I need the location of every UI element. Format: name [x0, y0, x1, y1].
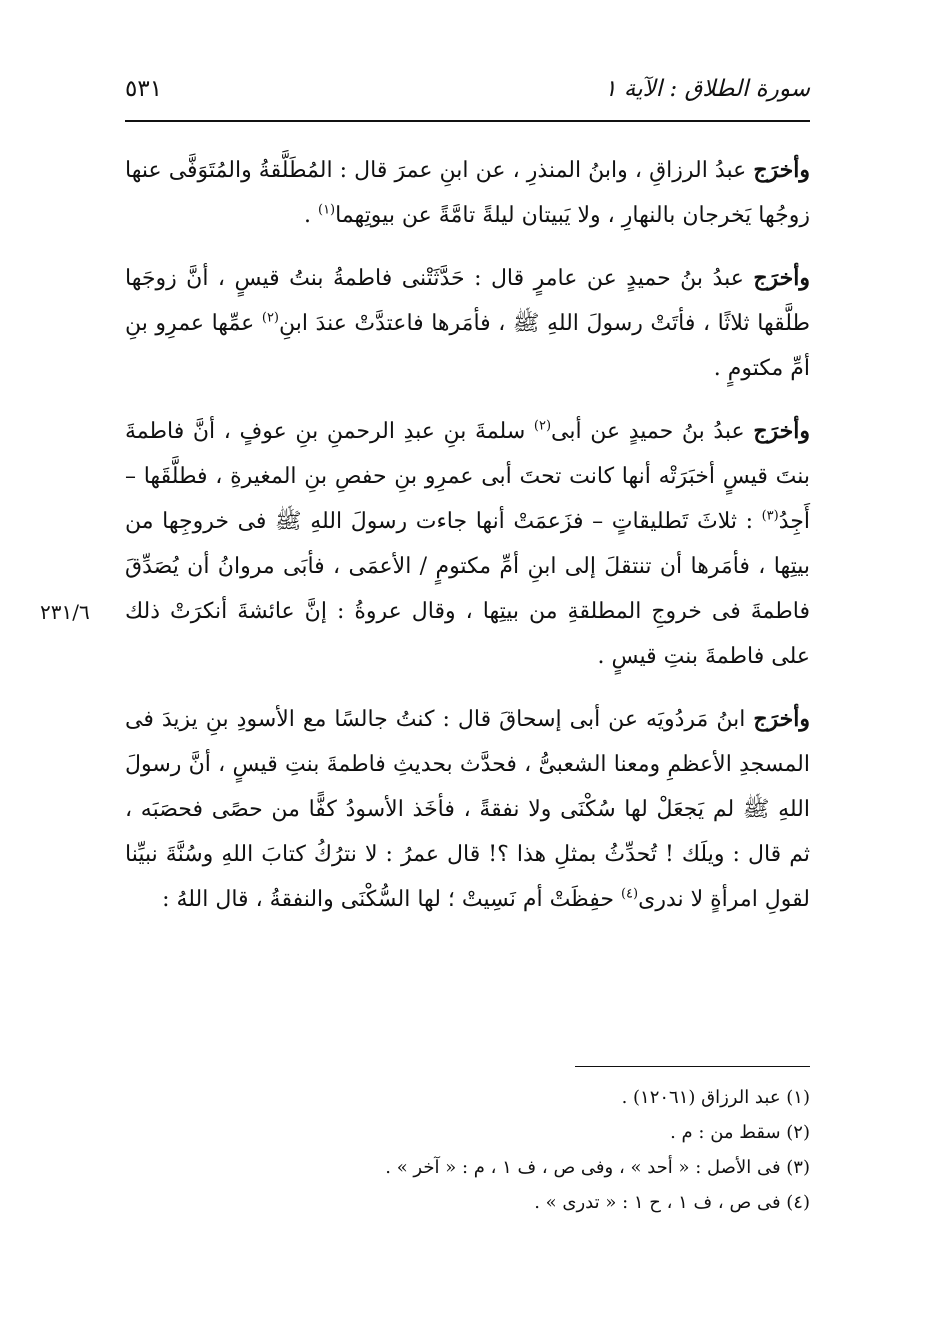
paragraph-lead: وأخرَج: [753, 418, 811, 444]
paragraph-lead: وأخرَج: [753, 706, 810, 732]
paragraph-text: عبدُ الرزاقِ ، وابنُ المنذرِ ، عن ابنِ عمرَ قال : المُطَلَّقةُ والمُتَوَفَّى عنها زوجُها يَخرجان بالنهارِ ، ولا يَبيتان ليلةً تامَّةً عن بيوتِهما: [125, 158, 810, 228]
running-title: سورة الطلاق : الآية ١: [604, 76, 810, 102]
paragraph-1: [125, 148, 810, 238]
footnotes: [125, 1080, 810, 1220]
paragraph-tail: سلمةَ بنِ عبدِ الرحمنِ بنِ عوفٍ ، أنَّ فاطمةَ بنتَ قيسٍ أخبَرَتْه أنها كانت تحتَ أبى عمرِو بنِ حفصِ بنِ المغيرةِ ، فطلَّقَها – أَجِدُ: [125, 419, 810, 534]
footnote-marker: (٣): [761, 508, 779, 524]
footnote: (٢) سقط من : م .: [670, 1122, 810, 1143]
footnote-marker: (٤): [620, 886, 639, 902]
page-header: [125, 70, 810, 110]
paragraph-tail: عمِّها عمرِو بنِ أمِّ مكتومٍ .: [125, 311, 810, 381]
header-rule: [125, 120, 810, 122]
paragraph-tail: .: [303, 203, 318, 228]
paragraph-text: ابنُ مَردُويَه عن أبى إسحاقَ قال : كنتُ جالسًا مع الأسودِ بنِ يزيدَ فى المسجدِ الأعظمِ ومعنا الشعبىُّ ، فحدَّث بحديثِ فاطمةَ بنتِ قيسٍ ، أنَّ رسولَ اللهِ ﷺ لم يَجعَلْ لها سُكْنَى ولا نفقةً ، فأخَذ الأسودُ كفًّا من حصًى فحصَبَه ، ثم قال : ويلَك ! تُحدِّثُ بمثلِ هذا ؟! قال عمرُ : لا نترُكُ كتابَ اللهِ وسُنَّةَ نبيِّنا لقولِ امرأةٍ لا ندرى: [125, 707, 810, 912]
paragraph-text: عبدُ بنُ حميدٍ عن عامرٍ قال : حَدَّثَتْنى فاطمةُ بنتُ قيسٍ ، أنَّ زوجَها طلَّقها ثلاثًا ، فأتَتْ رسولَ اللهِ ﷺ ، فأمَرها فاعتدَّتْ عندَ ابنِ: [125, 266, 811, 336]
page-number: ٥٣١: [125, 76, 163, 102]
footnote-marker: (١): [317, 202, 336, 218]
paragraph-tail: : ثلاثَ تَطليقاتٍ – فزَعمَتْ أنها جاءت رسولَ اللهِ ﷺ فى خروجِها من بيتِها ، فأمَرها أن تنتقلَ إلى ابنِ أمِّ مكتومٍ / الأعمَى ، فأبَى مروانُ أن يُصَدِّقَ فاطمةَ فى خروجِ المطلقةِ من بيتِها ، وقال عروةُ : إنَّ عائشةَ أنكرَتْ ذلك على فاطمةَ بنتِ قيسٍ .: [125, 509, 810, 669]
footnote: (٤) فى ص ، ف ١ ، ح ١ : « تدرى » .: [534, 1192, 810, 1213]
margin-reference: ٢٣١/٦: [40, 600, 90, 624]
main-text: [125, 148, 810, 940]
footnote-marker: (٢): [261, 310, 279, 326]
paragraph-2: [125, 256, 810, 391]
footnote: (٣) فى الأصل : « أحد » ، وفى ص ، ف ١ ، م : « آخر » .: [385, 1157, 810, 1178]
footnote: (١) عبد الرزاق (١٢٠٦١) .: [621, 1087, 810, 1108]
paragraph-lead: وأخرَج: [753, 265, 810, 291]
footnote-rule: [575, 1066, 810, 1067]
paragraph-tail: حفِظَتْ أم نَسِيتْ ؛ لها السُّكْنَى والنفقةُ ، قال اللهُ :: [162, 887, 621, 912]
paragraph-3: [125, 409, 810, 679]
footnote-marker: (٢): [533, 418, 552, 434]
paragraph-lead: وأخرَج: [753, 157, 810, 183]
paragraph-4: [125, 697, 810, 922]
paragraph-text: عبدُ بنُ حميدٍ عن أبى: [551, 419, 754, 444]
